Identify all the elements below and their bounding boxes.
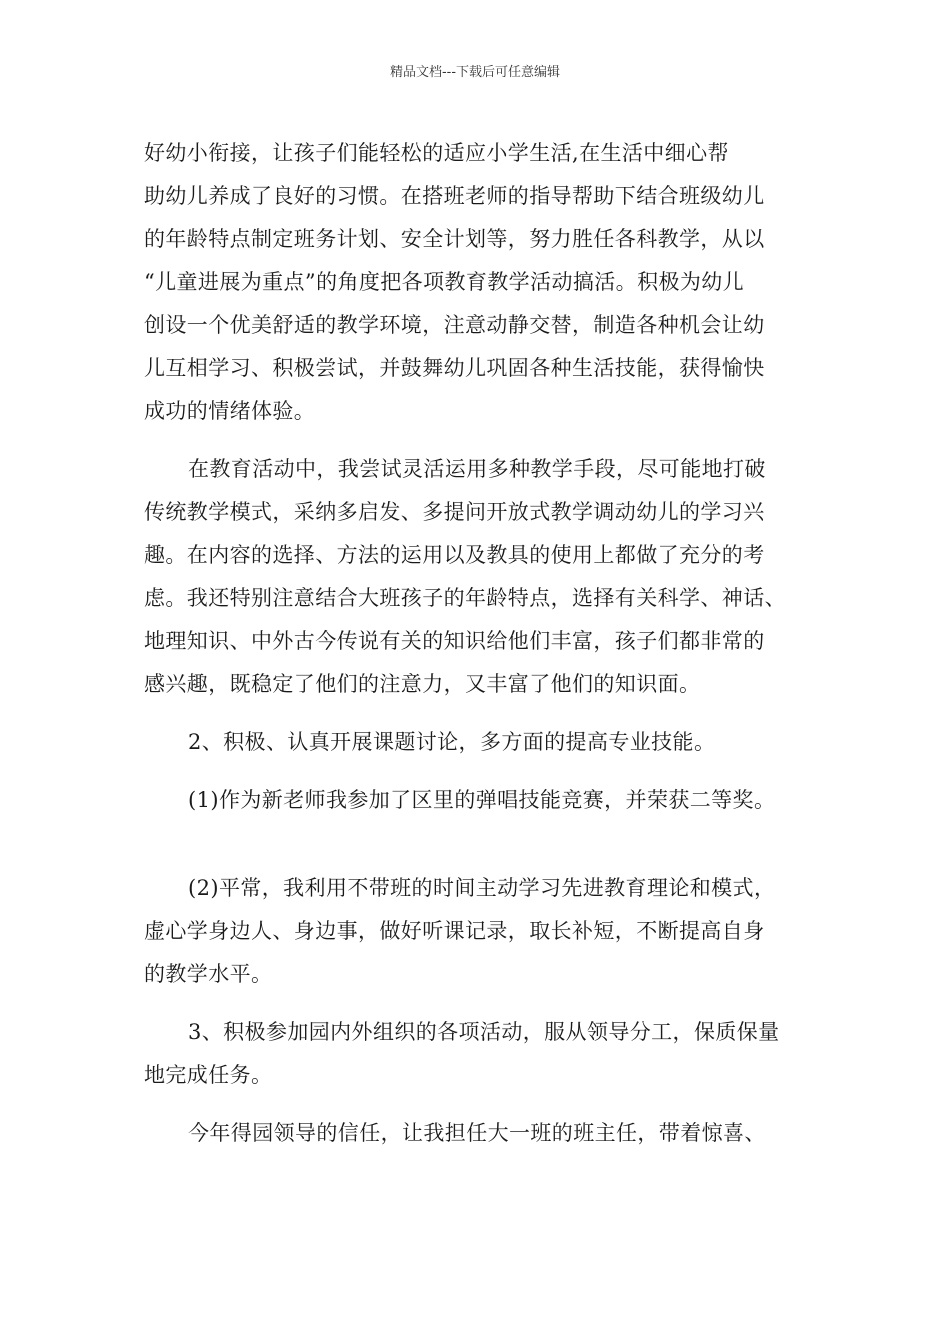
paragraph <box>144 1112 808 1155</box>
text-line: 虑。我还特别注意结合大班孩子的年龄特点，选择有关科学、神话、 <box>144 586 786 610</box>
text-line: “儿童进展为重点”的角度把各项教育教学活动搞活。积极为幼儿 <box>144 270 745 294</box>
text-line: 创设一个优美舒适的教学环境，注意动静交替，制造各种机会让幼 <box>144 313 765 337</box>
paragraph <box>144 721 808 764</box>
paragraph <box>144 779 808 822</box>
text-line: 的教学水平。 <box>144 962 273 986</box>
text-line: 好幼小衔接，让孩子们能轻松的适应小学生活,在生活中细心帮 <box>144 141 729 165</box>
text-line: 在教育活动中，我尝试灵活运用多种教学手段，尽可能地打破 <box>188 457 766 481</box>
text-line: (2)平常，我利用不带班的时间主动学习先进教育理论和模式， <box>188 876 776 900</box>
text-line: 地完成任务。 <box>144 1063 273 1087</box>
text-line: 2、积极、认真开展课题讨论，多方面的提高专业技能。 <box>188 730 716 754</box>
text-line: 虚心学身边人、身边事，做好听课记录，取长补短，不断提高自身 <box>144 919 765 943</box>
text-line: 3、积极参加园内外组织的各项活动，服从领导分工，保质保量 <box>188 1020 780 1044</box>
text-line: 成功的情绪体验。 <box>144 399 316 423</box>
document-body <box>144 132 808 1155</box>
text-line: 的年龄特点制定班务计划、安全计划等，努力胜任各科教学，从以 <box>144 227 765 251</box>
text-line: 感兴趣，既稳定了他们的注意力，又丰富了他们的知识面。 <box>144 672 701 696</box>
page-header: 精品文档---下载后可任意编辑 <box>389 65 561 80</box>
text-line: 传统教学模式，采纳多启发、多提问开放式教学调动幼儿的学习兴 <box>144 500 765 524</box>
paragraph <box>144 132 808 433</box>
text-line: 今年得园领导的信任，让我担任大一班的班主任，带着惊喜、 <box>188 1121 766 1145</box>
text-line: 地理知识、中外古今传说有关的知识给他们丰富，孩子们都非常的 <box>144 629 765 653</box>
text-line: 儿互相学习、积极尝试，并鼓舞幼儿巩固各种生活技能，获得愉快 <box>144 356 765 380</box>
paragraph <box>144 867 808 996</box>
text-line: (1)作为新老师我参加了区里的弹唱技能竞赛，并荣获二等奖。 <box>188 788 776 812</box>
paragraph <box>144 1011 808 1097</box>
paragraph <box>144 448 808 706</box>
text-line: 趣。在内容的选择、方法的运用以及教具的使用上都做了充分的考 <box>144 543 765 567</box>
text-line: 助幼儿养成了良好的习惯。在搭班老师的指导帮助下结合班级幼儿 <box>144 184 765 208</box>
